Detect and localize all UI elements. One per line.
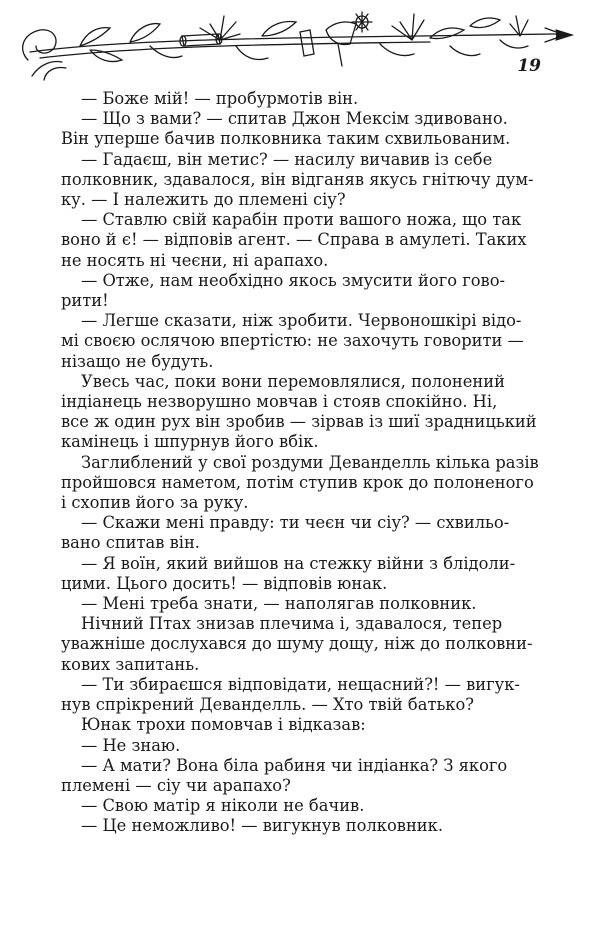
paragraph: — Свою матір я ніколи не бачив. (81, 796, 365, 816)
paragraph: — Це неможливо! — вигукнув полковник. (81, 816, 444, 836)
paragraph: — Легше сказати, ніж зробити. Червоношкірі відо- мі своєю ослячою впертістю: не захочуть говорити — нізащо не будуть. (61, 311, 524, 371)
paragraph: — Я воїн, який вийшов на стежку війни з блідоли- цими. Цього досить! — відповів юнак. (61, 553, 516, 593)
body-text (61, 89, 543, 837)
paragraph: — Ставлю свій карабін проти вашого ножа, що так воно й є! — відповів агент. — Справа в амулеті. Таких не носять ні чеєни, ні арапахо. (61, 210, 527, 270)
botanical-weapons-ornament-icon (0, 0, 600, 90)
paragraph: — Що з вами? — спитав Джон Мексім здивовано. Він уперше бачив полковника таким схвильованим. (61, 109, 511, 149)
paragraph: — А мати? Вона біла рабиня чи індіанка? З якого племені — сіу чи арапахо? (61, 755, 508, 795)
paragraph: — Скажи мені правду: ти чеєн чи сіу? — схвильо- вано спитав він. (61, 513, 510, 553)
paragraph: — Отже, нам необхідно якось змусити його гово- рити! (61, 270, 506, 311)
paragraph: — Ти збираєшся відповідати, нещасний?! — вигук- нув спрікрений Деванделль. — Хто твій батько? (61, 674, 520, 715)
paragraph: Юнак трохи помовчав і відказав: (81, 715, 366, 735)
paragraph: — Мені треба знати, — наполягав полковник. (81, 594, 477, 614)
paragraph: — Гадаєш, він метис? — насилу вичавив із себе полковник, здавалося, він відганяв якусь гнітючу дум- ку. — І належить до племені сіу? (61, 149, 534, 210)
page-number: 19 (517, 56, 541, 76)
paragraph: Нічний Птах знизав плечима і, здавалося, тепер уважніше дослухався до шуму дощу, ніж до полковни- кових запитань. (61, 614, 533, 674)
paragraph: Заглиблений у свої роздуми Деванделль кілька разів пройшовся наметом, потім ступив крок до полоненого і схопив його за руку. (61, 452, 539, 513)
paragraph: — Боже мій! — пробурмотів він. (81, 89, 359, 108)
paragraph: Увесь час, поки вони перемовлялися, полонений індіанець незворушно мовчав і стояв спокійно. Ні, все ж один рух він зробив — зірвав із шиї зрадницький камінець і шпурнув його вбік. (61, 371, 537, 452)
paragraph: — Не знаю. (81, 735, 181, 755)
